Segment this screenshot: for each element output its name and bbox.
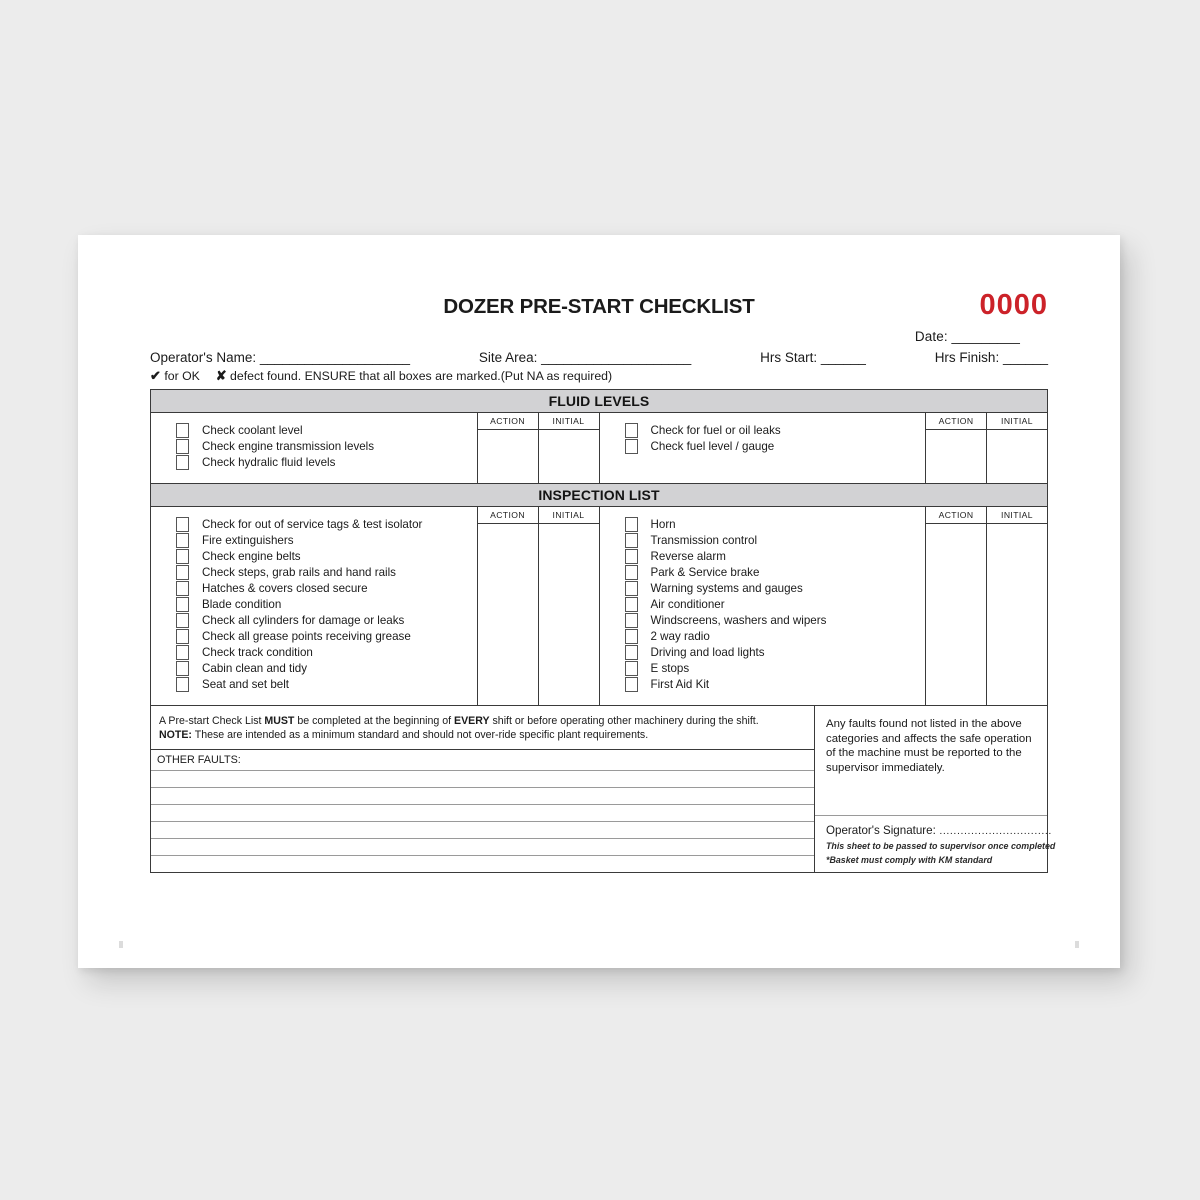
inspection-right-half [600, 507, 1048, 705]
serial-number: 0000 [979, 289, 1048, 321]
checkbox-inspection-left-2[interactable] [176, 549, 189, 564]
marking-legend [150, 368, 1048, 384]
checkbox-fluid-right-1[interactable] [625, 439, 638, 454]
other-faults-line[interactable] [151, 771, 814, 788]
checkbox-inspection-right-2[interactable] [625, 549, 638, 564]
checklist-item[interactable] [176, 422, 374, 439]
checkbox-inspection-right-5[interactable] [625, 597, 638, 612]
checklist-item[interactable] [176, 644, 422, 661]
checklist-item-label: Check hydralic fluid levels [202, 456, 336, 469]
checklist-grid [150, 389, 1056, 873]
sub-note-pass-to-supervisor: This sheet to be passed to supervisor once completed [826, 841, 1056, 851]
checklist-item-label: Hatches & covers closed secure [202, 582, 368, 595]
inspection-left-half [151, 507, 600, 705]
checkbox-fluid-right-0[interactable] [625, 423, 638, 438]
fluid-levels-left-half [151, 413, 600, 483]
checklist-item[interactable] [625, 532, 827, 549]
initial-entry-area[interactable] [539, 430, 599, 483]
checkbox-inspection-right-8[interactable] [625, 645, 638, 660]
section-heading-fluid-levels: FLUID LEVELS [151, 390, 1047, 413]
checklist-item-label: Check track condition [202, 646, 313, 659]
signature-block [815, 815, 1056, 872]
meta-fields-row [150, 350, 1048, 365]
fluid-levels-right-items [600, 413, 926, 483]
checklist-item[interactable] [625, 516, 827, 533]
section-heading-inspection-list: INSPECTION LIST [151, 483, 1047, 507]
page-title: DOZER PRE-START CHECKLIST [443, 295, 755, 318]
fluid-left-action-column[interactable] [477, 413, 538, 483]
checklist-item[interactable] [176, 516, 422, 533]
action-header: ACTION [478, 507, 538, 524]
registration-tick-left [119, 941, 123, 948]
operator-signature-field[interactable] [826, 823, 1052, 839]
checklist-item[interactable] [176, 580, 422, 597]
checklist-item[interactable] [625, 676, 827, 693]
checklist-paper-sheet [78, 235, 1120, 968]
checklist-item[interactable] [176, 454, 374, 471]
checkbox-inspection-left-9[interactable] [176, 661, 189, 676]
checkbox-fluid-left-2[interactable] [176, 455, 189, 470]
initial-entry-area[interactable] [539, 524, 599, 705]
notice-every: EVERY [454, 715, 490, 727]
hrs-finish-field[interactable]: Hrs Finish: ______ [934, 350, 1048, 365]
checklist-item-label: Seat and set belt [202, 678, 290, 691]
checklist-item-label: Check engine belts [202, 550, 301, 563]
checklist-item-label: Check coolant level [202, 424, 303, 437]
checklist-item[interactable] [625, 564, 827, 581]
notice-must: MUST [264, 715, 295, 727]
inspection-right-action-column[interactable] [925, 507, 986, 705]
other-faults-line[interactable] [151, 805, 814, 822]
checkbox-inspection-right-1[interactable] [625, 533, 638, 548]
checklist-item-label: Park & Service brake [650, 566, 760, 579]
checklist-item[interactable] [176, 628, 422, 645]
inspection-list-body [151, 507, 1047, 705]
inspection-right-initial-column[interactable] [986, 507, 1047, 705]
initial-entry-area[interactable] [987, 524, 1047, 705]
checklist-item-label: 2 way radio [650, 630, 710, 643]
checklist-item[interactable] [176, 532, 422, 549]
checklist-item-label: Check steps, grab rails and hand rails [202, 566, 396, 579]
prestart-notice [151, 706, 814, 750]
inspection-right-items [600, 507, 926, 705]
checklist-item[interactable] [176, 548, 422, 565]
fluid-right-action-column[interactable] [925, 413, 986, 483]
checklist-item[interactable] [625, 660, 827, 677]
signature-label: Operator's Signature: [826, 824, 936, 837]
checkbox-inspection-right-3[interactable] [625, 565, 638, 580]
checkbox-inspection-left-3[interactable] [176, 565, 189, 580]
checklist-item[interactable] [176, 612, 422, 629]
checklist-item-label: Blade condition [202, 598, 282, 611]
initial-header: INITIAL [539, 507, 599, 524]
checkbox-inspection-left-10[interactable] [176, 677, 189, 692]
checklist-item[interactable] [625, 644, 827, 661]
checkbox-inspection-left-1[interactable] [176, 533, 189, 548]
checklist-item-label: Check engine transmission levels [202, 440, 375, 453]
fluid-levels-body [151, 413, 1047, 483]
cross-icon: ✘ [215, 368, 227, 383]
checkbox-inspection-left-7[interactable] [176, 629, 189, 644]
checklist-item[interactable] [625, 580, 827, 597]
checkbox-inspection-right-0[interactable] [625, 517, 638, 532]
footer-right [815, 706, 1056, 872]
note-text: These are intended as a minimum standard and should not over-ride specific plant requirements. [191, 728, 649, 741]
checklist-item-label: Windscreens, washers and wipers [650, 614, 827, 627]
checklist-item-label: Fire extinguishers [202, 534, 294, 547]
site-area-field[interactable]: Site Area: ____________________ [478, 350, 692, 365]
checklist-item[interactable] [625, 596, 827, 613]
checkbox-inspection-right-9[interactable] [625, 661, 638, 676]
notice-part-1: A Pre-start Check List [159, 715, 265, 727]
checklist-item-label: Horn [650, 518, 676, 531]
checklist-item-label: Check for out of service tags & test isolator [202, 518, 423, 531]
other-faults-line[interactable] [151, 788, 814, 805]
note-label: NOTE: [159, 728, 192, 741]
checklist-item[interactable] [176, 596, 422, 613]
inspection-left-initial-column[interactable] [538, 507, 599, 705]
checklist-item-label: Check all cylinders for damage or leaks [202, 614, 405, 627]
initial-header: INITIAL [987, 413, 1047, 430]
checklist-item-label: Reverse alarm [650, 550, 726, 563]
checkbox-inspection-left-0[interactable] [176, 517, 189, 532]
inspection-left-action-column[interactable] [477, 507, 538, 705]
checklist-item[interactable] [176, 660, 422, 677]
notice-part-3: shift or before operating other machinery during the shift. [489, 715, 759, 727]
other-faults-line[interactable] [151, 822, 814, 839]
title-row [150, 275, 1048, 319]
checkbox-inspection-left-4[interactable] [176, 581, 189, 596]
checklist-item-label: Check for fuel or oil leaks [650, 424, 781, 437]
fluid-levels-left-items [151, 413, 477, 483]
action-entry-area[interactable] [478, 430, 538, 483]
checklist-item[interactable] [625, 548, 827, 565]
checkbox-fluid-left-0[interactable] [176, 423, 189, 438]
checklist-item[interactable] [625, 628, 827, 645]
action-entry-area[interactable] [478, 524, 538, 705]
fluid-right-initial-column[interactable] [986, 413, 1047, 483]
footer-section [151, 705, 1056, 872]
checklist-item-label: Check all grease points receiving grease [202, 630, 411, 643]
initial-header: INITIAL [539, 413, 599, 430]
action-entry-area[interactable] [926, 430, 986, 483]
checklist-item[interactable] [176, 438, 374, 455]
checkbox-inspection-right-7[interactable] [625, 629, 638, 644]
action-entry-area[interactable] [926, 524, 986, 705]
action-header: ACTION [926, 507, 986, 524]
action-header: ACTION [926, 413, 986, 430]
checkbox-inspection-right-6[interactable] [625, 613, 638, 628]
action-header: ACTION [478, 413, 538, 430]
checklist-item[interactable] [625, 612, 827, 629]
checkbox-inspection-left-6[interactable] [176, 613, 189, 628]
operator-name-field[interactable]: Operator's Name: ____________________ [150, 350, 411, 365]
checklist-content [150, 275, 1056, 873]
notice-part-2: be completed at the beginning of [294, 715, 455, 727]
check-icon: ✔ [150, 368, 161, 383]
checkbox-inspection-right-10[interactable] [625, 677, 638, 692]
checklist-item[interactable] [625, 438, 781, 455]
checkbox-fluid-left-1[interactable] [176, 439, 189, 454]
checkbox-inspection-left-8[interactable] [176, 645, 189, 660]
sub-note-km-standard: *Basket must comply with KM standard [826, 854, 993, 865]
signature-dots: ................................ [935, 825, 1052, 837]
fault-reporting-note: Any faults found not listed in the above categories and affects the safe operation of the machine must be reported to the supervisor immediately. [826, 718, 1032, 774]
checkbox-inspection-right-4[interactable] [625, 581, 638, 596]
other-faults-label: OTHER FAULTS: [151, 750, 814, 771]
checklist-item[interactable] [176, 676, 422, 693]
date-field[interactable]: Date: _________ [914, 329, 1020, 344]
registration-tick-right [1075, 941, 1079, 948]
checklist-item-label: Air conditioner [650, 598, 725, 611]
legend-ok-text: for OK [164, 369, 200, 383]
checklist-item[interactable] [625, 422, 781, 439]
initial-header: INITIAL [987, 507, 1047, 524]
checklist-item-label: First Aid Kit [650, 678, 710, 691]
footer-left [151, 706, 815, 872]
checkbox-inspection-left-5[interactable] [176, 597, 189, 612]
other-faults-line[interactable] [151, 856, 814, 872]
inspection-left-items [151, 507, 477, 705]
checklist-item-label: E stops [650, 662, 690, 675]
checklist-item-label: Transmission control [650, 534, 758, 547]
fluid-levels-right-half [600, 413, 1048, 483]
hrs-start-field[interactable]: Hrs Start: ______ [760, 350, 866, 365]
checklist-item-label: Check fuel level / gauge [650, 440, 775, 453]
other-faults-line[interactable] [151, 839, 814, 856]
legend-defect-text: defect found. ENSURE that all boxes are marked.(Put NA as required) [230, 369, 613, 383]
checklist-item-label: Driving and load lights [650, 646, 765, 659]
checklist-item-label: Cabin clean and tidy [202, 662, 308, 675]
checklist-item[interactable] [176, 564, 422, 581]
initial-entry-area[interactable] [987, 430, 1047, 483]
checklist-item-label: Warning systems and gauges [650, 582, 803, 595]
fluid-left-initial-column[interactable] [538, 413, 599, 483]
